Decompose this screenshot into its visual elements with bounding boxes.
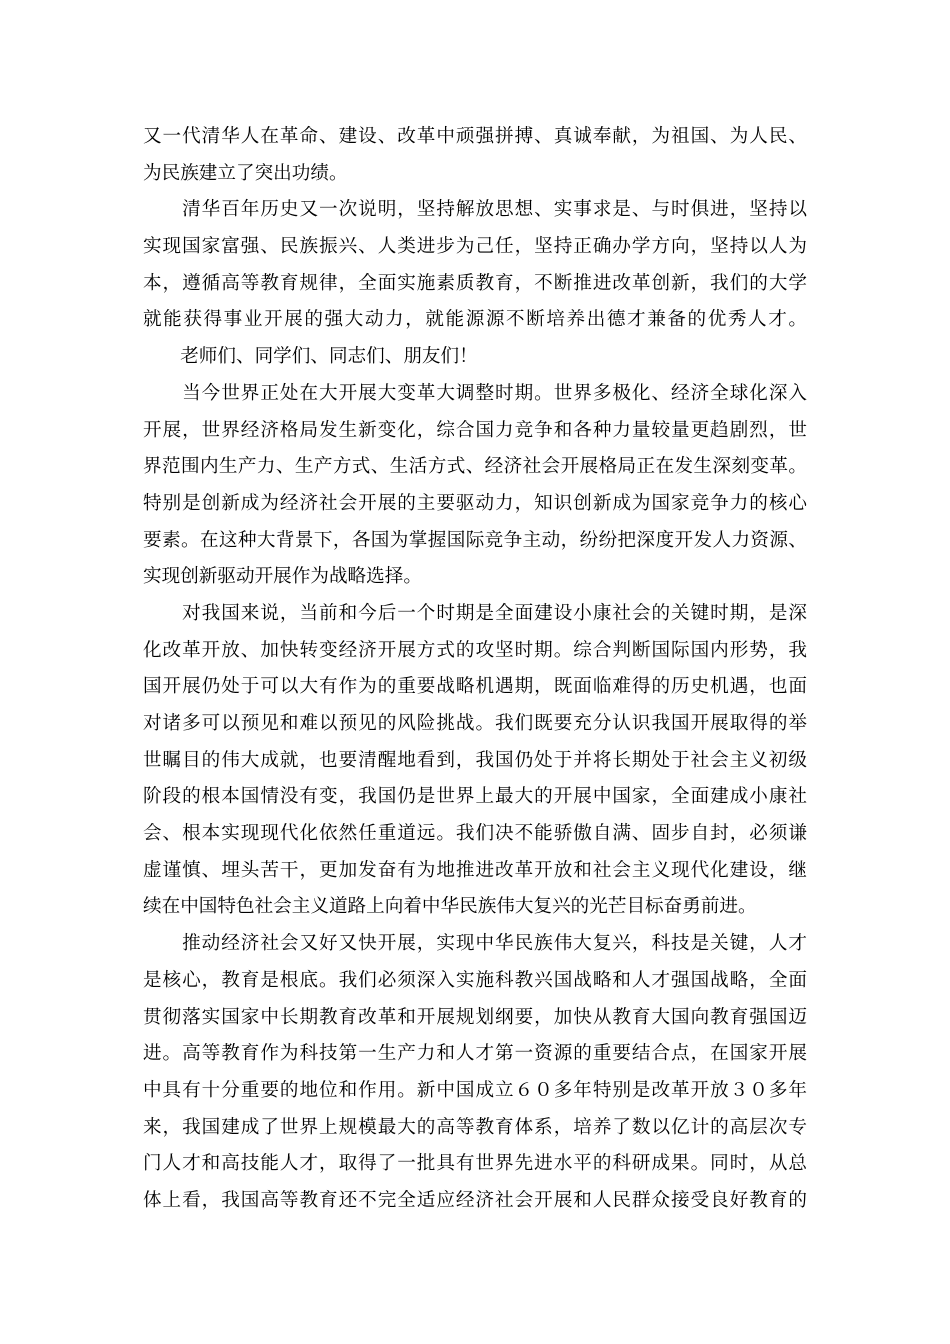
text-line: 实现创新驱动开展作为战略选择。 (143, 566, 422, 588)
text-line: 清华百年历史又一次说明，坚持解放思想、实事求是、与时俱进，坚持以 (143, 199, 807, 221)
text-line: 中具有十分重要的地位和作用。新中国成立６０多年特别是改革开放３０多年 (143, 1079, 807, 1101)
text-line: 虚谨慎、埋头苦干，更加发奋有为地推进改革开放和社会主义现代化建设，继 (143, 859, 807, 881)
text-line: 对我国来说，当前和今后一个时期是全面建设小康社会的关键时期，是深 (143, 602, 807, 624)
paragraph (143, 339, 807, 376)
text-line: 特别是创新成为经济社会开展的主要驱动力，知识创新成为国家竞争力的核心 (143, 492, 807, 514)
text-line: 就能获得事业开展的强大动力，就能源源不断培养出德才兼备的优秀人才。 (143, 309, 807, 331)
text-line: 开展，世界经济格局发生新变化，综合国力竞争和各种力量较量更趋剧烈，世 (143, 419, 807, 441)
text-line: 门人才和高技能人才，取得了一批具有世界先进水平的科研成果。同时，从总 (143, 1153, 807, 1175)
text-line: 要素。在这种大背景下，各国为掌握国际竞争主动，纷纷把深度开发人力资源、 (143, 529, 807, 551)
text-line: 进。高等教育作为科技第一生产力和人才第一资源的重要结合点，在国家开展 (143, 1043, 807, 1065)
text-block (143, 119, 807, 1220)
text-line: 本，遵循高等教育规律，全面实施素质教育，不断推进改革创新，我们的大学 (143, 272, 807, 294)
text-line: 实现国家富强、民族振兴、人类进步为己任，坚持正确办学方向，坚持以人为 (143, 236, 807, 258)
text-line: 贯彻落实国家中长期教育改革和开展规划纲要，加快从教育大国向教育强国迈 (143, 1006, 807, 1028)
paragraph (143, 119, 807, 192)
text-line: 体上看，我国高等教育还不完全适应经济社会开展和人民群众接受良好教育的 (143, 1189, 807, 1211)
text-line: 当今世界正处在大开展大变革大调整时期。世界多极化、经济全球化深入 (143, 382, 807, 404)
paragraph (143, 596, 807, 926)
text-line: 会、根本实现现代化依然任重道远。我们决不能骄傲自满、固步自封，必须谦 (143, 823, 807, 845)
text-line: 国开展仍处于可以大有作为的重要战略机遇期，既面临难得的历史机遇，也面 (143, 676, 807, 698)
text-line: 为民族建立了突出功绩。 (143, 162, 348, 184)
text-line: 世瞩目的伟大成就，也要清醒地看到，我国仍处于并将长期处于社会主义初级 (143, 749, 807, 771)
text-line: 阶段的根本国情没有变，我国仍是世界上最大的开展中国家，全面建成小康社 (143, 786, 807, 808)
text-line: 老师们、同学们、同志们、朋友们！ (143, 346, 478, 368)
text-line: 续在中国特色社会主义道路上向着中华民族伟大复兴的光芒目标奋勇前进。 (143, 896, 757, 918)
text-line: 是核心，教育是根底。我们必须深入实施科教兴国战略和人才强国战略，全面 (143, 969, 807, 991)
text-line: 界范围内生产力、生产方式、生活方式、经济社会开展格局正在发生深刻变革。 (143, 456, 807, 478)
text-line: 推动经济社会又好又快开展，实现中华民族伟大复兴，科技是关键，人才 (143, 933, 807, 955)
text-line: 对诸多可以预见和难以预见的风险挑战。我们既要充分认识我国开展取得的举 (143, 713, 807, 734)
text-line: 又一代清华人在革命、建设、改革中顽强拼搏、真诚奉献，为祖国、为人民、 (143, 126, 807, 147)
paragraph (143, 376, 807, 596)
paragraph (143, 926, 807, 1220)
text-line: 来，我国建成了世界上规模最大的高等教育体系，培养了数以亿计的高层次专 (143, 1116, 807, 1138)
paragraph (143, 192, 807, 339)
text-line: 化改革开放、加快转变经济开展方式的攻坚时期。综合判断国际国内形势，我 (143, 639, 807, 661)
